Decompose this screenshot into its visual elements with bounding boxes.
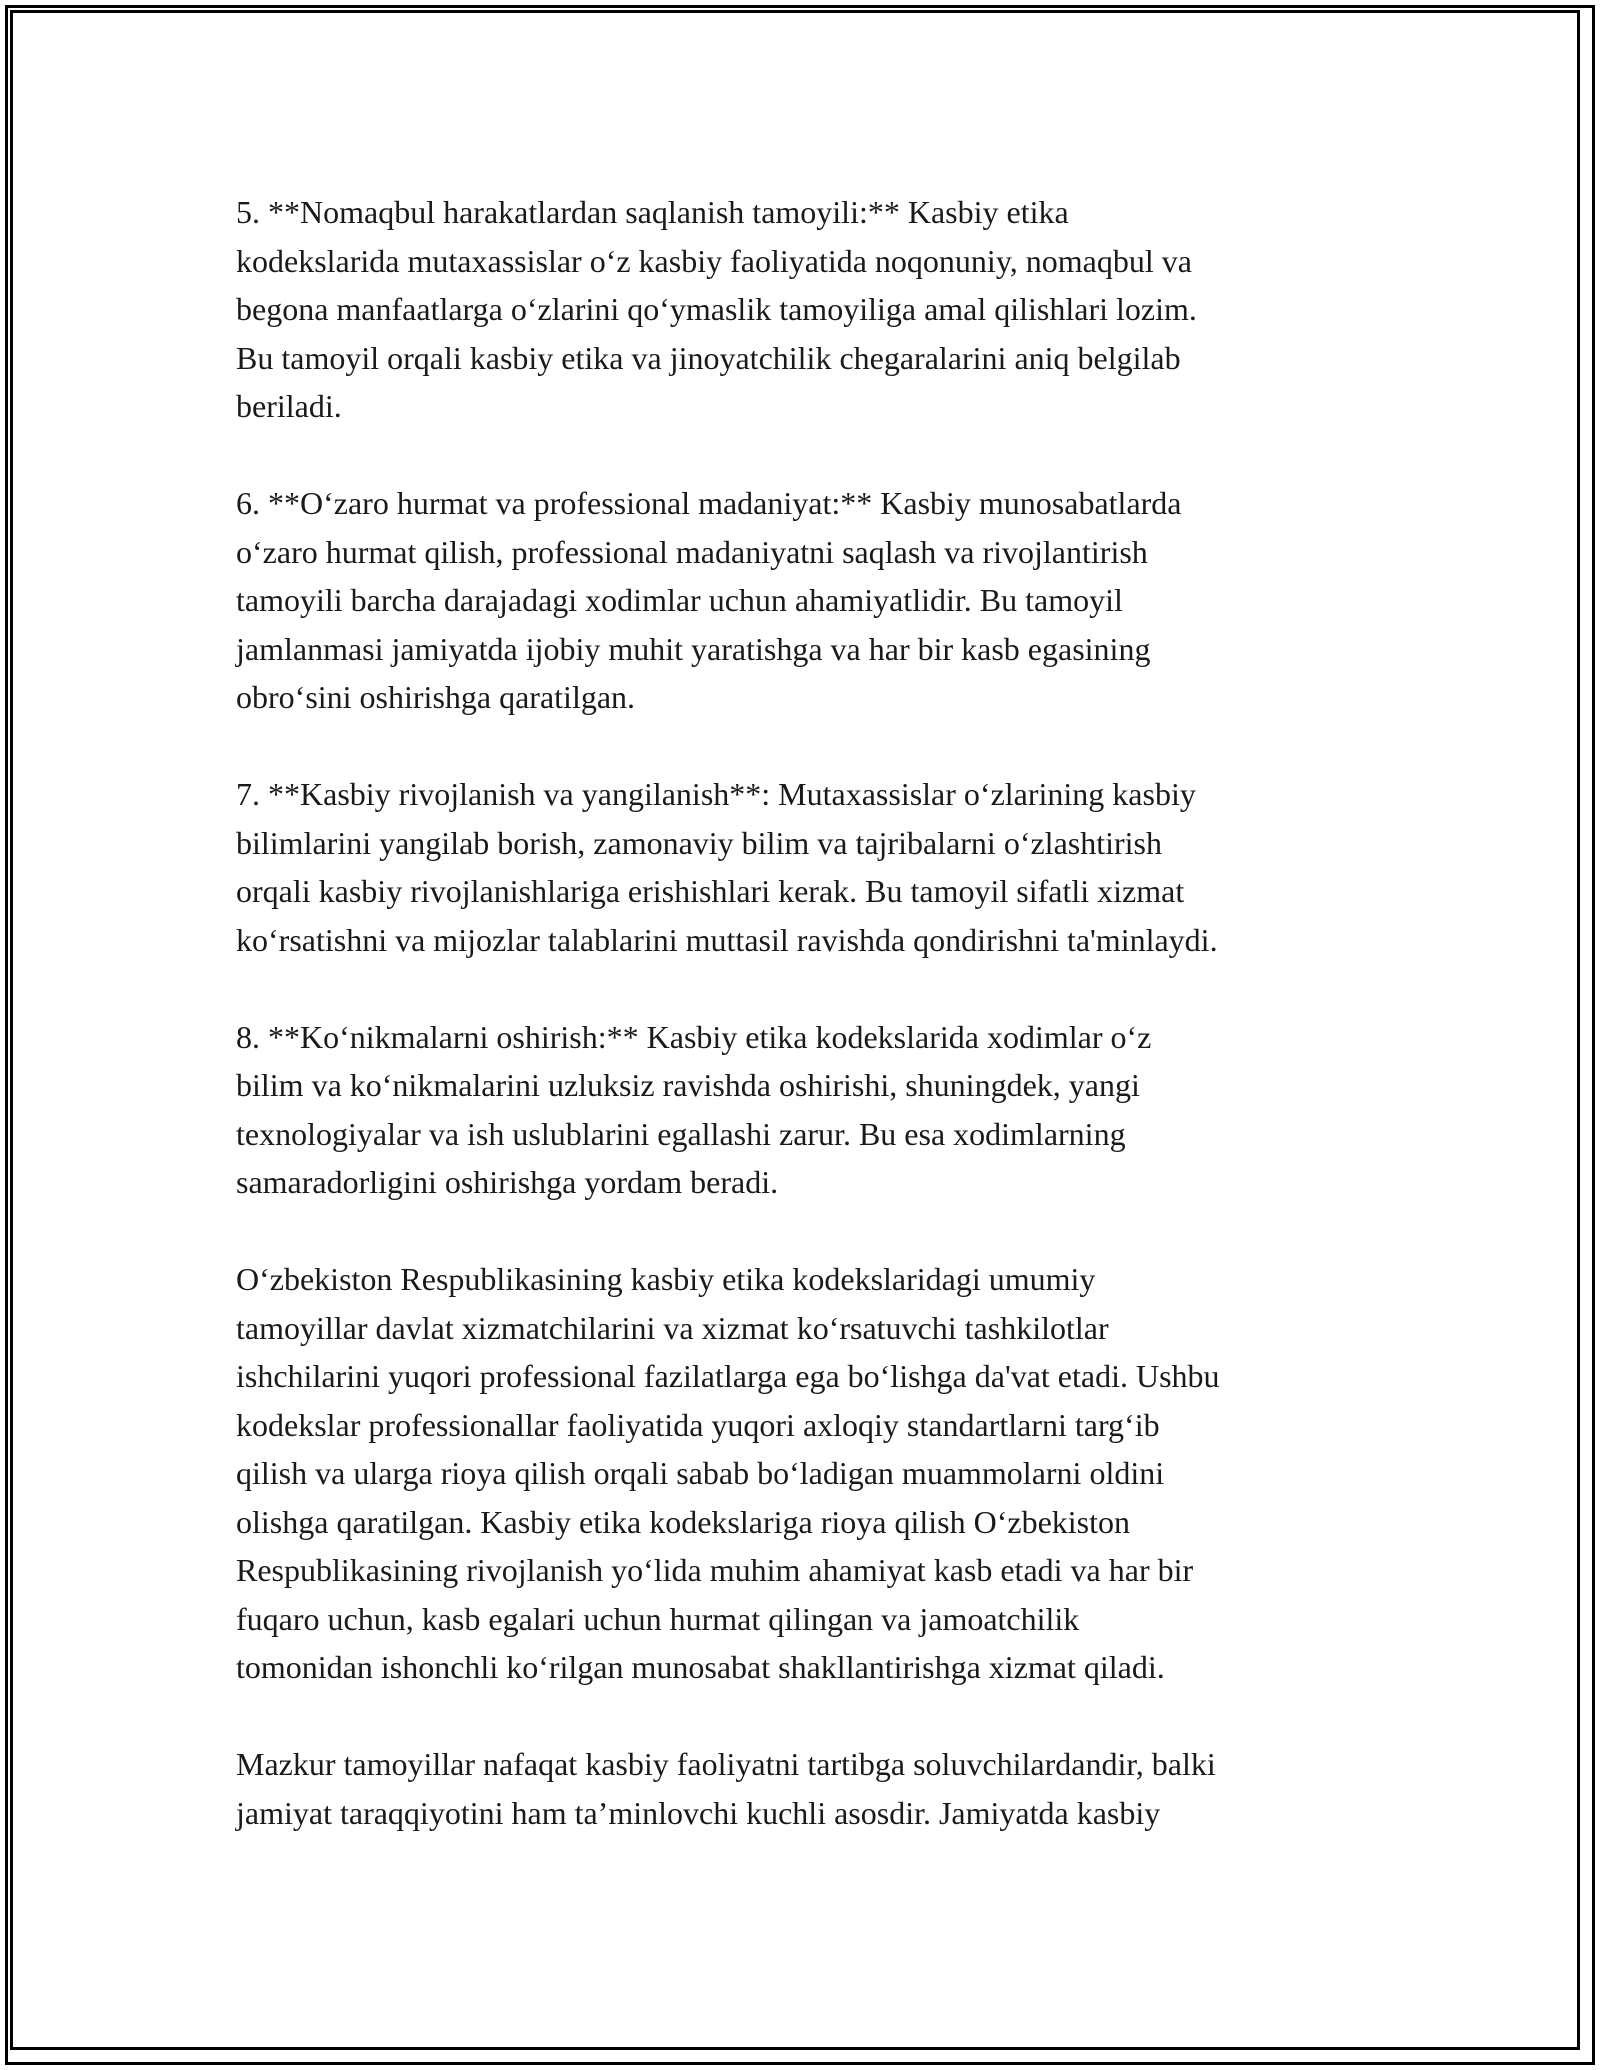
paragraph-conclusion: Mazkur tamoyillar nafaqat kasbiy faoliyatni tartibga soluvchilardandir, balki jamiyat taraqqiyotini ham ta’minlovchi kuchli asosdir. Jamiyatda kasbiy [236,1746,1216,1831]
paragraph-principle-5: 5. **Nomaqbul harakatlardan saqlanish tamoyili:** Kasbiy etika kodekslarida mutaxassislar o‘z kasbiy faoliyatida noqonuniy, nomaqbul va begona manfaatlarga o‘zlarini qo‘ymaslik tamoyiliga amal qilishlari lozim. Bu tamoyil orqali kasbiy etika va jinoyatchilik chegaralarini aniq belgilab beriladi. [236,194,1197,424]
paragraph-principle-7: 7. **Kasbiy rivojlanish va yangilanish**: Mutaxassislar o‘zlarining kasbiy bilimlarini yangilab borish, zamonaviy bilim va tajribalarni o‘zlashtirish orqali kasbiy rivojlanishlariga erishishlari kerak. Bu tamoyil sifatli xizmat ko‘rsatishni va mijozlar talablarini muttasil ravishda qondirishni ta'minlaydi. [236,776,1218,958]
paragraph-principle-8: 8. **Ko‘nikmalarni oshirish:** Kasbiy etika kodekslarida xodimlar o‘z bilim va ko‘nikmalarini uzluksiz ravishda oshirishi, shuningdek, yangi texnologiyalar va ish uslublarini egallashi zarur. Bu esa xodimlarning samaradorligini oshirishga yordam beradi. [236,1018,1152,1200]
paragraph-principle-6: 6. **O‘zaro hurmat va professional madaniyat:** Kasbiy munosabatlarda o‘zaro hurmat qilish, professional madaniyatni saqlash va rivojlantirish tamoyili barcha darajadagi xodimlar uchun ahamiyatlidir. Bu tamoyil jamlanmasi jamiyatda ijobiy muhit yaratishga va har bir kasb egasining obro‘sini oshirishga qaratilgan. [236,485,1182,715]
paragraph-summary: O‘zbekiston Respublikasining kasbiy etika kodekslaridagi umumiy tamoyillar davlat xizmatchilarini va xizmat ko‘rsatuvchi tashkilotlar ishchilarini yuqori professional fazilatlarga ega bo‘lishga da'vat etadi. Ushbu kodekslar professionallar faoliyatida yuqori axloqiy standartlarni targ‘ib qilish va ularga rioya qilish orqali sabab bo‘ladigan muammolarni oldini olishga qaratilgan. Kasbiy etika kodekslariga rioya qilish O‘zbekiston Respublikasining rivojlanish yo‘lida muhim ahamiyat kasb etadi va har bir fuqaro uchun, kasb egalari uchun hurmat qilingan va jamoatchilik tomonidan ishonchli ko‘rilgan munosabat shakllantirishga xizmat qiladi. [236,1261,1220,1685]
document-body [236,188,1376,1837]
